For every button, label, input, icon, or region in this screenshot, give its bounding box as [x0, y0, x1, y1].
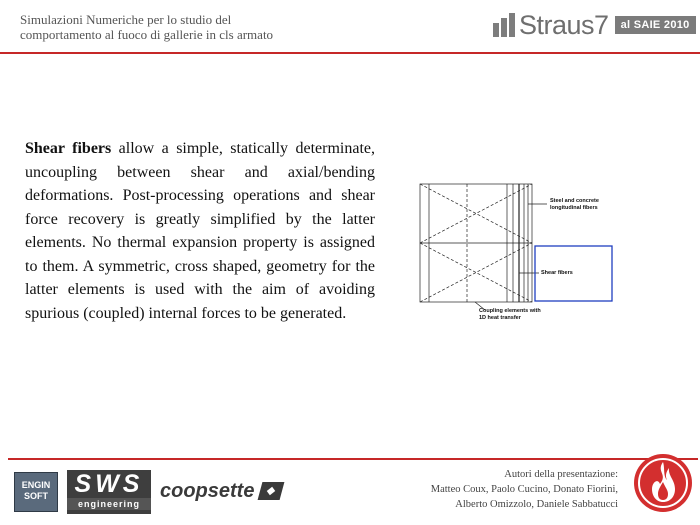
enginsoft-logo: ENGIN SOFT [14, 472, 58, 512]
header-divider [0, 52, 700, 54]
coopsette-mark-icon [258, 482, 285, 500]
brand-name: Straus7 [519, 9, 609, 40]
fiber-model-diagram [415, 182, 615, 352]
straus7-brand [493, 10, 696, 40]
sws-logo-subtext: engineering [67, 498, 151, 510]
title-line-1: Simulazioni Numeriche per lo studio del [20, 12, 232, 27]
coopsette-logo [160, 478, 282, 504]
presentation-title [20, 12, 350, 42]
authors-heading: Autori della presentazione: [504, 469, 618, 480]
authors-names-2: Alberto Omizzolo, Daniele Sabbatucci [455, 499, 618, 510]
authors-block [358, 467, 618, 512]
sws-logo-text: SWS [74, 470, 144, 498]
coopsette-logo-text: coopsette [160, 479, 255, 502]
label-steel-concrete: Steel and concrete longitudinal fibers [550, 198, 599, 211]
paragraph-text: allow a simple, statically determinate, uncoupling between shear and axial/bending deformations. Post-processing operations and shear force recovery is greatly simplified by the latter elements. No thermal expansion property is assigned to them. A symmetric, cross shaped, geometry for the latter elements is used with the aim of avoiding spurious (coupled) internal forces to be generated. [25, 140, 375, 322]
label-shear-fibers: Shear fibers [541, 270, 573, 276]
fire-brigade-flame-icon [632, 452, 694, 514]
lead-term: Shear fibers [25, 140, 112, 157]
sws-engineering-logo [67, 470, 151, 514]
title-line-2: comportamento al fuoco di gallerie in cls armato [20, 27, 274, 42]
footer-divider [8, 458, 698, 460]
label-coupling-elements: Coupling elements with 1D heat transfer [479, 308, 541, 321]
straus7-mark-icon [493, 13, 517, 37]
authors-names-1: Matteo Coux, Paolo Cucino, Donato Fiorini, [430, 484, 618, 495]
body-paragraph [25, 137, 375, 325]
event-badge: al SAIE 2010 [615, 16, 696, 34]
